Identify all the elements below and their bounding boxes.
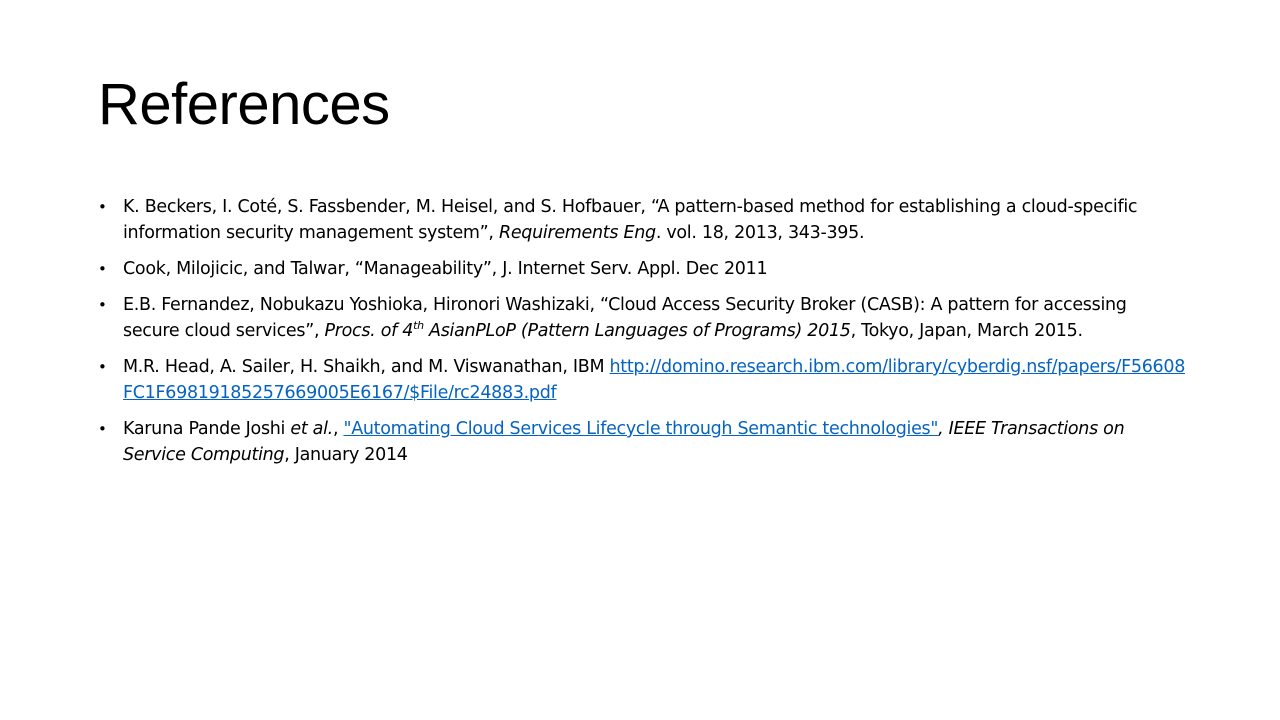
- bullet-icon: •: [98, 358, 107, 376]
- reference-separator: ,: [332, 419, 344, 439]
- reference-item: [98, 194, 1188, 246]
- reference-etal: et al.: [290, 419, 333, 439]
- reference-details: , January 2014: [284, 445, 408, 465]
- reference-item: [98, 256, 1188, 282]
- reference-authors: K. Beckers, I. Coté, S. Fassbender, M. Heisel, and S. Hofbauer,: [123, 197, 651, 217]
- reference-author: Karuna Pande Joshi: [123, 419, 291, 439]
- reference-item: [98, 354, 1188, 406]
- reference-item: [98, 292, 1188, 344]
- bullet-icon: •: [98, 260, 107, 278]
- reference-link[interactable]: "Automating Cloud Services Lifecycle through Semantic technologies": [343, 419, 939, 439]
- bullet-icon: •: [98, 296, 107, 314]
- reference-venue: [324, 321, 850, 341]
- slide-title: References: [98, 72, 390, 137]
- bullet-icon: •: [98, 420, 107, 438]
- reference-details: , Tokyo, Japan, March 2015.: [850, 321, 1083, 341]
- reference-venue-suffix: AsianPLoP (Pattern Languages of Programs) 2015: [423, 321, 851, 341]
- reference-title: “A pattern-based method for establishing a cloud-specific information security management system”,: [123, 197, 1138, 243]
- reference-venue-prefix: Procs. of 4: [324, 321, 414, 341]
- reference-link[interactable]: http://domino.research.ibm.com/library/cyberdig.nsf/papers/F56608FC1F69819185257669005E6167/$File/rc24883.pdf: [123, 357, 1186, 403]
- bullet-icon: •: [98, 198, 107, 216]
- reference-authors: M.R. Head, A. Sailer, H. Shaikh, and M. Viswanathan, IBM: [123, 357, 610, 377]
- reference-text: Cook, Milojicic, and Talwar, “Manageability”, J. Internet Serv. Appl. Dec 2011: [123, 259, 768, 279]
- reference-venue-superscript: th: [413, 319, 424, 332]
- reference-item: [98, 416, 1188, 468]
- reference-venue: Requirements Eng: [498, 223, 656, 243]
- reference-details: . vol. 18, 2013, 343-395.: [655, 223, 865, 243]
- reference-authors-title: E.B. Fernandez, Nobukazu Yoshioka, Hironori Washizaki, “Cloud Access Security Broker (CASB): A pattern for accessing secure cloud services”,: [123, 295, 1127, 341]
- reference-venue: , IEEE Transactions on Service Computing: [123, 419, 1125, 465]
- reference-list: [98, 194, 1188, 478]
